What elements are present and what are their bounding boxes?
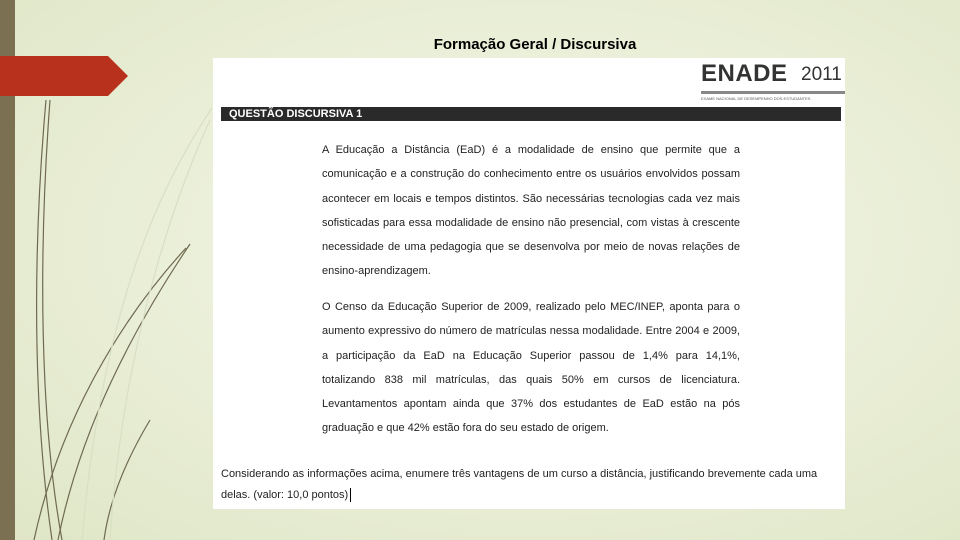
scanned-document xyxy=(213,58,845,509)
question-header-bar xyxy=(221,107,841,121)
paragraph-census-data: O Censo da Educação Superior de 2009, realizado pelo MEC/INEP, aponta para o aumento expressivo do número de matrículas nessa modalidade. Entre 2004 e 2009, a participação da EaD na Educação Superior passou de 1,4% para 14,1%, totalizando 838 mil matrículas, das quais 50% em cursos de licenciatura. Levantamentos apontam ainda que 37% dos estudantes de EaD estão na pós graduação e que 42% estão fora do seu estado de origem. xyxy=(322,301,740,435)
enade-logo-rule xyxy=(701,91,845,94)
slide-title: Formação Geral / Discursiva xyxy=(433,36,637,53)
question-header: QUESTÃO DISCURSIVA 1 xyxy=(229,108,363,120)
text-cursor xyxy=(350,488,351,502)
enade-logo xyxy=(701,60,845,104)
enade-logo-year: 2011 xyxy=(801,64,842,85)
question-prompt-text: Considerando as informações acima, enumere três vantagens de um curso a distância, justificando brevemente cada uma delas. (valor: 10,0 pontos) xyxy=(221,468,818,501)
red-accent-tab xyxy=(0,56,128,96)
enade-logo-word: ENADE xyxy=(701,60,788,87)
question-prompt xyxy=(221,464,841,506)
paragraph-ead-definition: A Educação a Distância (EaD) é a modalidade de ensino que permite que a comunicação e a construção do conhecimento entre os usuários envolvidos possam acontecer em locais e tempos distintos. São necessárias tecnologias cada vez mais sofisticadas para essa modalidade de ensino não presencial, com vistas à crescente necessidade de uma pedagogia que se desenvolva por meio de novas relações de ensino-aprendizagem. xyxy=(322,144,740,278)
enade-logo-subtitle: EXAME NACIONAL DE DESEMPENHO DOS ESTUDANTES xyxy=(701,96,811,101)
